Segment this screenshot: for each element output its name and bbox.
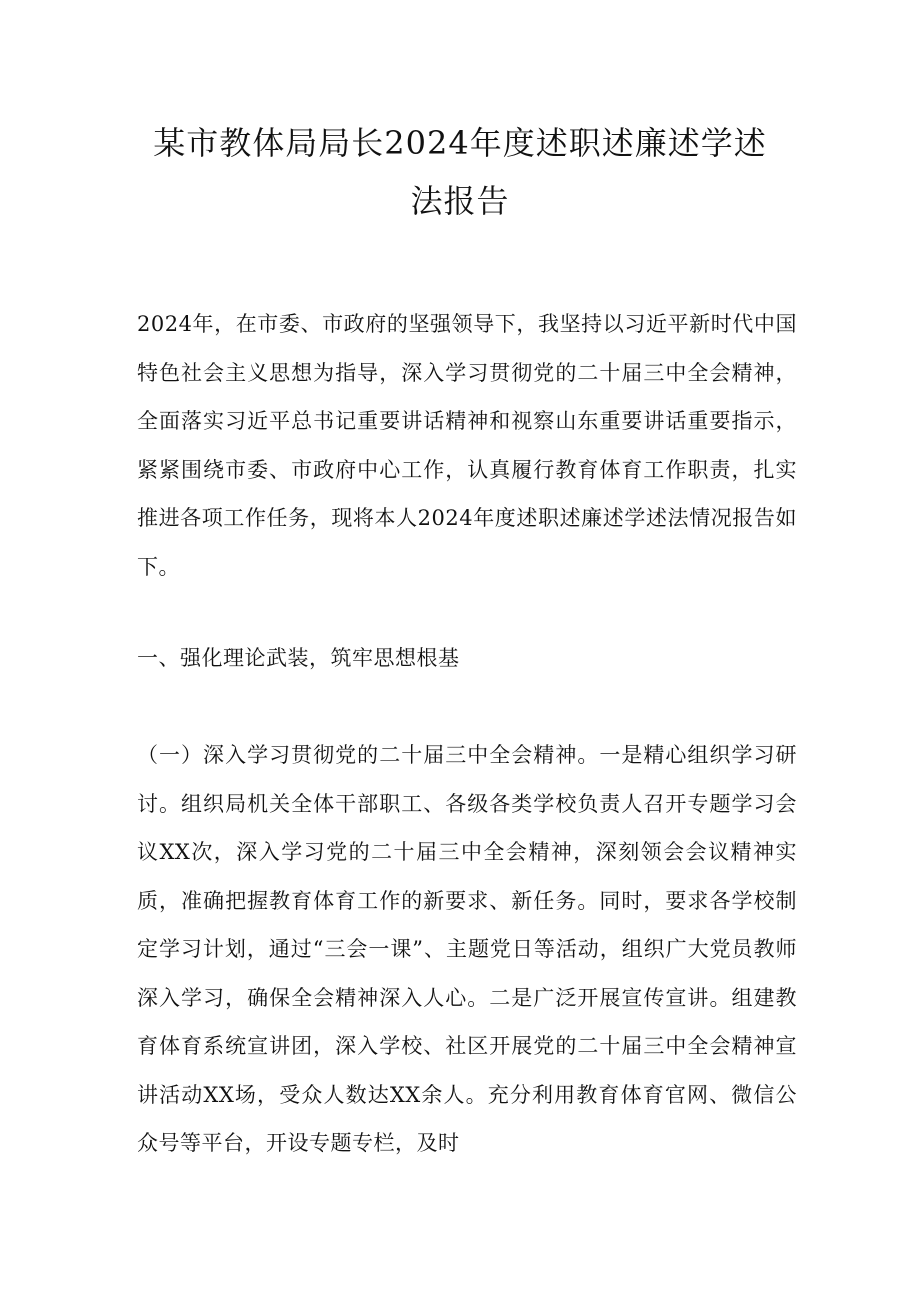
document-title-line1: 某市教体局局长2024年度述职述廉述学述 [153,124,767,162]
document-title-line2: 法报告 [410,182,510,220]
section-heading: 一、强化理论武装，筑牢思想根基 [137,646,460,670]
intro-paragraph: 2024年，在市委、市政府的坚强领导下，我坚持以习近平新时代中国特色社会主义思想为指导，深入学习贯彻党的二十届三中全会精神，全面落实习近平总书记重要讲话精神和视察山东重要讲话重要指示，紧紧围绕市委、市政府中心工作，认真履行教育体育工作职责，扎实推进各项工作任务，现将本人2024年度述职述廉述学述法情况报告如下。 [137,312,797,579]
section-paragraph: （一）深入学习贯彻党的二十届三中全会精神。一是精心组织学习研讨。组织局机关全体干部职工、各级各类学校负责人召开专题学习会议XX次，深入学习党的二十届三中全会精神，深刻领会会议精神实质，准确把握教育体育工作的新要求、新任务。同时，要求各学校制定学习计划，通过“三会一课”、主题党日等活动，组织广大党员教师深入学习，确保全会精神深入人心。二是广泛开展宣传宣讲。组建教育体育系统宣讲团，深入学校、社区开展党的二十届三中全会精神宣讲活动XX场，受众人数达XX余人。充分利用教育体育官网、微信公众号等平台，开设专题专栏，及时 [137,743,797,1155]
